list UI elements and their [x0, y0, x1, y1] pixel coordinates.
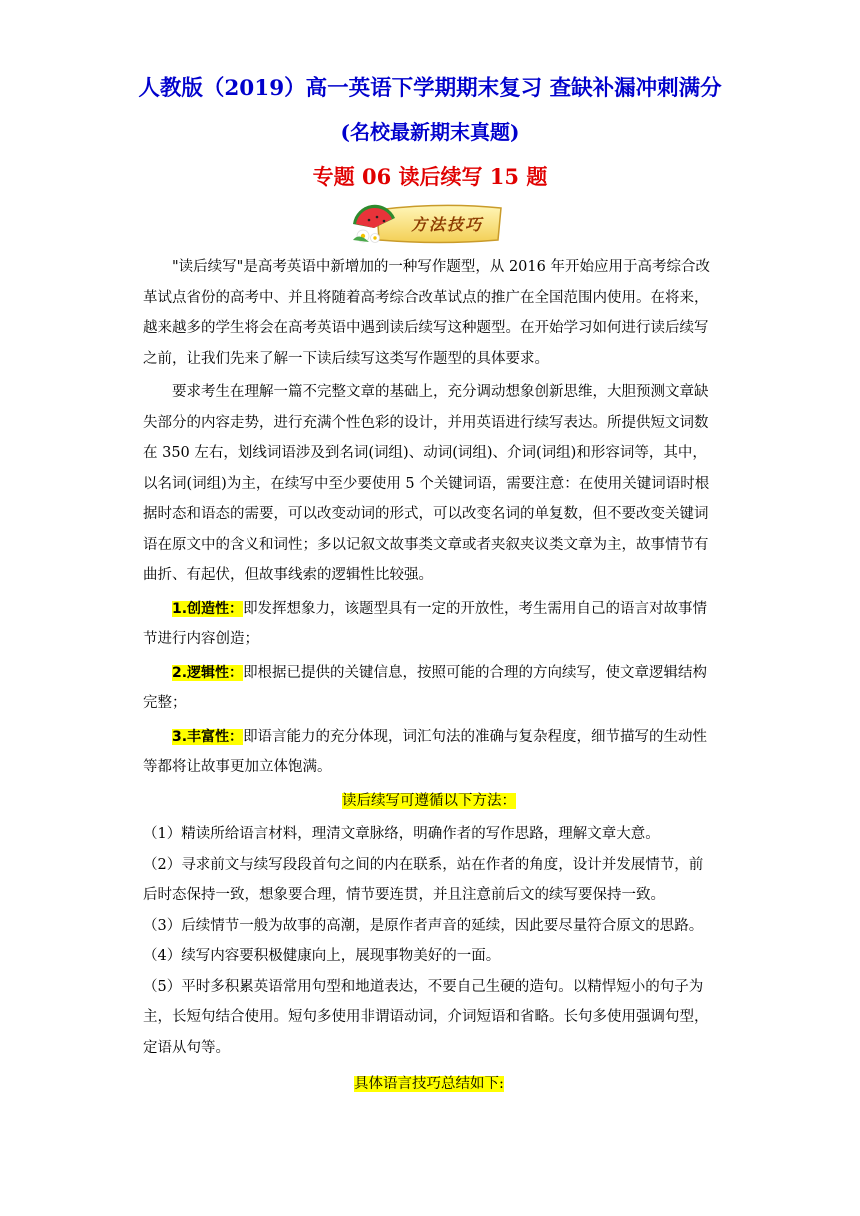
document-subtitle: (名校最新期末真题): [340, 120, 520, 144]
intro-paragraph: "读后续写"是高考英语中新增加的一种写作题型，从 2016 年开始应用于高考综合改革试点省份的高考中、并且将随着高考综合改革试点的推广在全国范围内使用。在将来，越来越多的学生将会在高考英语中遇到读后续写这种题型。在开始学习如何进行读后续写之前，让我们先来了解一下读后续写这类写作题型的具体要求。: [143, 259, 710, 367]
content-body: [143, 252, 715, 1103]
list-item: （4）续写内容要积极健康向上，展现事物美好的一面。: [143, 948, 501, 964]
list-item: （2）寻求前文与续写段段首句之间的内在联系，站在作者的角度，设计并发展情节，前后时态保持一致，想象要合理，情节要连贯，并且注意前后文的续写要保持一致。: [143, 856, 704, 903]
feature-item: [143, 594, 715, 655]
list-item: （1）精读所给语言材料，理清文章脉络，明确作者的写作思路，理解文章大意。: [143, 826, 660, 842]
badge-label: 方法技巧: [410, 215, 483, 234]
feature-item: [143, 722, 715, 783]
feature-label: 1.创造性：: [172, 600, 244, 617]
requirements-paragraph: 要求考生在理解一篇不完整文章的基础上，充分调动想象创新思维，大胆预测文章缺失部分的内容走势，进行充满个性色彩的设计，并用英语进行续写表达。所提供短文词数在 350 左右，划线词语涉及到名词(词组)、动词(词组)、介词(词组)和形容词等，其中，以名词(词组)为主，在续写中至少要使用 5 个关键词语，需要注意：在使用关键词语时根据时态和语态的需要，可以改变动词的形式，可以改变名词的单复数，但不要改变关键词语在原文中的含义和词性；多以记叙文故事类文章或者夹叙夹议类文章为主，故事情节有曲折、有起伏，但故事线索的逻辑性比较强。: [143, 384, 710, 583]
method-tips-badge: [349, 200, 504, 246]
feature-text: 即根据已提供的关键信息，按照可能的合理的方向续写，使文章逻辑结构完整；: [143, 664, 708, 711]
topic-title: 专题 06 读后续写 15 题: [312, 164, 548, 189]
list-item: （3）后续情节一般为故事的高潮，是原作者声音的延续，因此要尽量符合原文的思路。: [143, 917, 704, 934]
feature-item: [143, 658, 715, 719]
document-title: 人教版（2019）高一英语下学期期末复习 查缺补漏冲刺满分: [138, 76, 722, 101]
feature-text: 即语言能力的充分体现，词汇句法的准确与复杂程度，细节描写的生动性等都将让故事更加立体饱满。: [143, 728, 708, 775]
methods-heading: 读后续写可遵循以下方法：: [342, 792, 516, 809]
feature-text: 即发挥想象力，该题型具有一定的开放性，考生需用自己的语言对故事情节进行内容创造；: [143, 600, 708, 647]
list-item: （5）平时多积累英语常用句型和地道表达，不要自己生硬的造句。以精悍短小的句子为主，长短句结合使用。短句多使用非谓语动词，介词短语和省略。长句多使用强调句型，定语从句等。: [143, 978, 709, 1056]
feature-label: 2.逻辑性：: [172, 664, 244, 681]
feature-label: 3.丰富性：: [172, 728, 244, 745]
summary-heading: 具体语言技巧总结如下:: [354, 1076, 504, 1092]
methods-list: [143, 819, 715, 1063]
